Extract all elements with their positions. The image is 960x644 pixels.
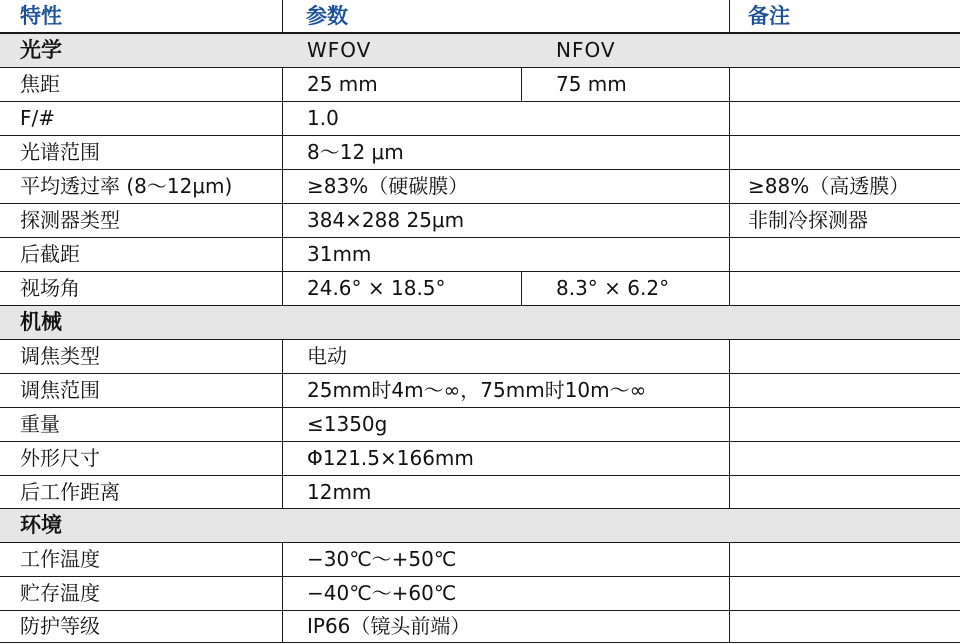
section-band-mechanical (0, 305, 960, 339)
column-divider (729, 339, 730, 508)
column-divider (729, 0, 730, 33)
row-value-wfov: 24.6° × 18.5° (307, 276, 446, 300)
row-rule (0, 475, 960, 476)
row-label: 平均透过率 (8～12μm) (20, 174, 233, 198)
row-note: ≥88%（高透膜） (748, 174, 910, 198)
section-title-optics: 光学 (20, 38, 62, 62)
section-title-environment: 环境 (20, 513, 62, 537)
row-value: 31mm (307, 242, 372, 266)
row-label: 探测器类型 (20, 208, 120, 232)
header-parameter: 参数 (306, 4, 348, 28)
row-label: F/# (20, 106, 55, 130)
row-value: 384×288 25μm (307, 208, 465, 232)
section-band-environment (0, 508, 960, 542)
row-value-nfov: 8.3° × 6.2° (556, 276, 670, 300)
row-value: 1.0 (307, 106, 339, 130)
row-rule (0, 135, 960, 136)
row-value-nfov: 75 mm (556, 72, 627, 96)
row-rule (0, 407, 960, 408)
subheader-nfov: NFOV (556, 38, 616, 62)
row-label: 后截距 (20, 242, 80, 266)
section-band-optics (0, 33, 960, 67)
row-value: −40℃～+60℃ (307, 581, 457, 605)
row-value: 电动 (307, 344, 347, 368)
row-value: IP66（镜头前端） (307, 614, 471, 638)
row-value: −30℃～+50℃ (307, 547, 457, 571)
column-divider (729, 67, 730, 305)
row-label: 调焦类型 (20, 344, 100, 368)
row-rule (0, 441, 960, 442)
row-label: 光谱范围 (20, 140, 100, 164)
row-rule (0, 305, 960, 306)
row-label: 重量 (20, 412, 60, 436)
header-rule (0, 32, 960, 34)
header-note: 备注 (748, 4, 790, 28)
column-divider (282, 0, 283, 33)
row-label: 工作温度 (20, 547, 100, 571)
subcolumn-divider (521, 67, 522, 101)
row-rule (0, 339, 960, 340)
column-divider (282, 542, 283, 643)
row-label: 焦距 (20, 72, 60, 96)
row-note: 非制冷探测器 (748, 208, 868, 232)
row-rule (0, 610, 960, 611)
row-label: 视场角 (20, 276, 80, 300)
column-divider (729, 542, 730, 643)
row-label: 防护等级 (20, 614, 100, 638)
section-title-mechanical: 机械 (20, 310, 62, 334)
row-value: ≥83%（硬碳膜） (307, 174, 469, 198)
row-value: 8～12 μm (307, 140, 404, 164)
row-label: 后工作距离 (20, 480, 120, 504)
subcolumn-divider (521, 271, 522, 305)
row-value: 25mm时4m～∞，75mm时10m～∞ (307, 378, 647, 402)
row-rule (0, 101, 960, 102)
row-rule (0, 271, 960, 272)
column-divider (282, 67, 283, 305)
bottom-rule (0, 642, 960, 643)
row-value-wfov: 25 mm (307, 72, 378, 96)
row-value: 12mm (307, 480, 372, 504)
row-rule (0, 542, 960, 543)
row-label: 外形尺寸 (20, 446, 100, 470)
row-label: 贮存温度 (20, 581, 100, 605)
row-rule (0, 508, 960, 509)
row-value: ≤1350g (307, 412, 388, 436)
row-label: 调焦范围 (20, 378, 100, 402)
row-rule (0, 237, 960, 238)
subheader-wfov: WFOV (307, 38, 372, 62)
row-rule (0, 576, 960, 577)
row-rule (0, 67, 960, 68)
header-feature: 特性 (20, 4, 62, 28)
row-value: Φ121.5×166mm (307, 446, 474, 470)
header-band (0, 0, 960, 32)
column-divider (282, 339, 283, 508)
